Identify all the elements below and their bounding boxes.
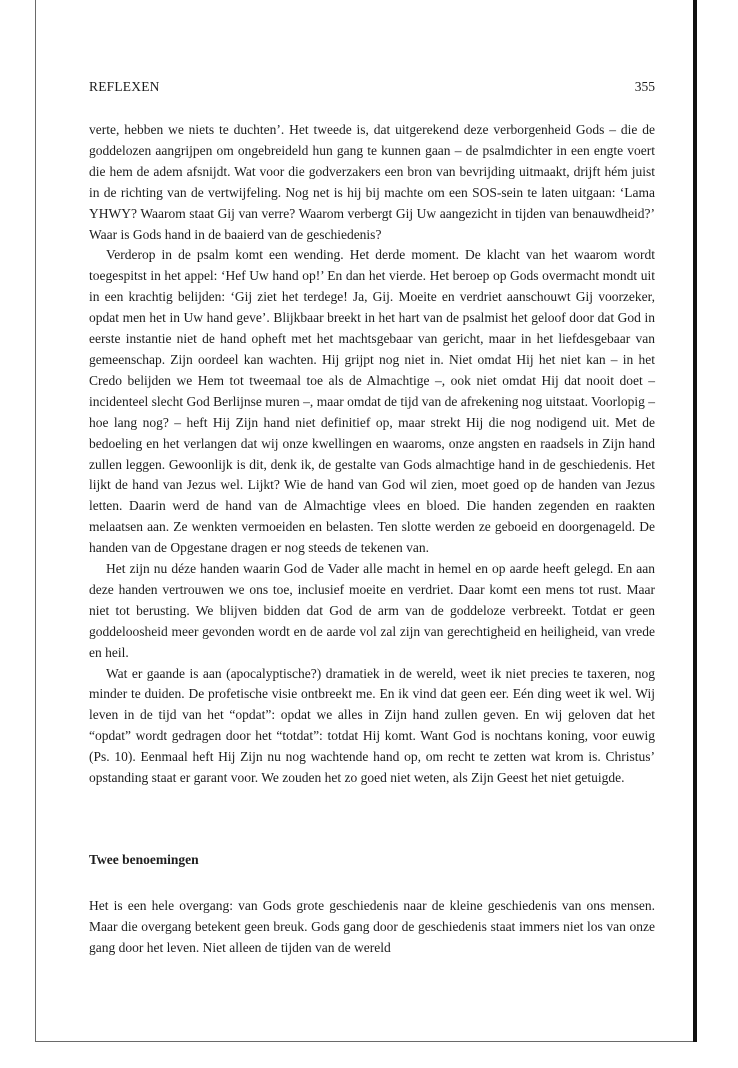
section-heading: Twee benoemingen — [89, 852, 199, 867]
paragraph-3: Het zijn nu déze handen waarin God de Vader alle macht in hemel en op aarde heeft gelegd. En aan deze handen vertrouwen we ons toe, inclusief moeite en verdriet. Daar komt een mens tot rust. Maar niet tot berusting. We blijven bidden dat God de arm van de goddeloze verbreekt. Totdat er geen goddeloosheid meer gevonden wordt en de aarde vol zal zijn van gerechtigheid en heiligheid, van vrede en heil. — [89, 561, 655, 660]
paragraph-1: verte, hebben we niets te duchten’. Het tweede is, dat uitgerekend deze verborgenheid Gods – die de goddelozen aangrijpen om ongebreideld hun gang te kunnen gaan – de psalmdichter in een engte voert die hem de adem afsnijdt. Wat voor die godverzakers een bron van bevrijding uitmaakt, drijft hém juist in de richting van de vertwijfeling. Nog net is hij bij machte om een SOS-sein te laten uitgaan: ‘Lama YHWY? Waarom staat Gij van verre? Waarom verbergt Gij Uw aangezicht in tijden van benauwdheid?’ Waar is Gods hand in de baaierd van de geschiedenis? — [89, 122, 655, 242]
scan-border-bottom — [35, 1041, 697, 1042]
page-number: 355 — [634, 79, 655, 94]
section-paragraph: Het is een hele overgang: van Gods grote geschiedenis naar de kleine geschiedenis van ons mensen. Maar die overgang betekent geen breuk. Gods gang door de geschiedenis staat immers niet los van onze gang door het leven. Niet alleen de tijden van de wereld — [89, 897, 655, 955]
paragraph-4: Wat er gaande is aan (apocalyptische?) dramatiek in de wereld, weet ik niet precies te taxeren, nog minder te duiden. De profetische visie ontbreekt me. En ik vind dat geen eer. Eén ding weet ik wel. Wij leven in de tijd van het “opdat”: opdat we alles in Zijn hand zullen geven. En wij geloven dat het “opdat” wordt gedragen door het “totdat”: totdat Hij komt. Want God is nochtans koning, voor euwig (Ps. 10). Eenmaal heft Hij Zijn nu nog wachtende hand op, om recht te zetten wat krom is. Christus’ opstanding staat er garant voor. We zouden het zo goed niet weten, als Zijn Geest het niet getuigde. — [89, 665, 655, 786]
scan-border-right — [693, 0, 697, 1042]
body-text — [89, 120, 655, 959]
running-head — [89, 78, 655, 96]
running-head-title: REFLEXEN — [89, 79, 160, 94]
scan-border-left — [35, 0, 36, 1042]
paragraph-2: Verderop in de psalm komt een wending. Het derde moment. De klacht van het waarom wordt toegespitst in het appel: ‘Hef Uw hand op!’ En dan het vierde. Het beroep op Gods overmacht mondt uit in een krachtig belijden: ‘Gij ziet het terdege! Ja, Gij. Moeite en verdriet aanschouwt Gij voorzeker, opdat men het in Uw hand geve’. Blijkbaar breekt in het hart van de psalmist het geloof door dat God in eerste instantie niet de hand opheft met het machtsgebaar van gericht, maar in het liefdesgebaar van gemeenschap. Zijn oordeel kan wachten. Hij grijpt nog niet in. Niet omdat Hij het niet kan – in het Credo belijden we Hem tot tweemaal toe als de Almachtige –, ook niet omdat Hij dat nooit doet – incidenteel slecht God Berlijnse muren –, maar omdat de tijd van de afrekening nog uitstaat. Voorlopig – hoe lang nog? – heft Hij Zijn hand niet definitief op, maar strekt Hij die nog nodigend uit. Met de bedoeling en het verlangen dat wij onze kwellingen en waaroms, onze angsten en raadsels in Zijn hand zullen leggen. Gewoonlijk is dit, denk ik, de gestalte van Gods almachtige hand in de geschiedenis. Het lijkt de hand van Jezus wel. Lijkt? Wie de hand van God wil zien, moet goed op de handen van Jezus letten. Daarin werd de hand van de Almachtige vlees en bloed. Die handen zegenden en raakten melaatsen aan. Ze wenkten vermoeiden en belasten. Ten slotte werden ze geboeid en doorgenageld. De handen van de Opgestane dragen er nog steeds de tekenen van. — [89, 247, 655, 556]
